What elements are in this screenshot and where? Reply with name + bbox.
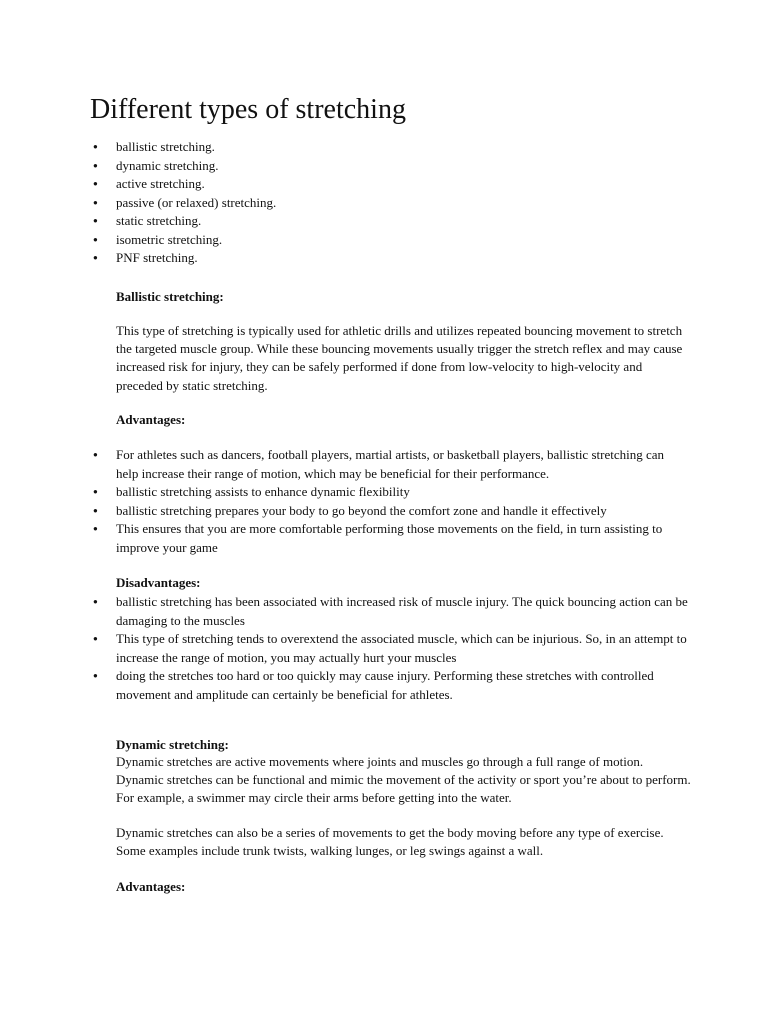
list-item: ● doing the stretches too hard or too quickly may cause injury. Performing these stretches with controlled movement and amplitude can certainly be beneficial for athletes.: [0, 667, 768, 704]
dynamic-paragraph-2: Dynamic stretches can also be a series of movements to get the body moving before any type of exercise. Some examples include trunk twists, walking lunges, or leg swings against a wall.: [116, 825, 664, 859]
list-item: ● For athletes such as dancers, football players, martial artists, or basketball players, ballistic stretching can help increase their range of motion, which may be beneficial for their performance.: [0, 446, 768, 483]
list-item: ● ballistic stretching has been associated with increased risk of muscle injury. The quick bouncing action can be damaging to the muscles: [0, 593, 768, 630]
ballistic-disadvantages-heading: Disadvantages:: [116, 575, 201, 590]
dynamic-heading: Dynamic stretching:: [116, 737, 229, 752]
list-item: ● ballistic stretching.: [0, 138, 768, 157]
list-item: ● static stretching.: [0, 212, 768, 231]
list-item: ● ballistic stretching assists to enhance dynamic flexibility: [0, 483, 768, 502]
list-item: ● ballistic stretching prepares your body to go beyond the comfort zone and handle it effectively: [0, 502, 768, 521]
list-item: ● PNF stretching.: [0, 249, 768, 268]
ballistic-intro-paragraph: This type of stretching is typically used for athletic drills and utilizes repeated bouncing movement to stretch the targeted muscle group. While these bouncing movements usually trigger the stretch reflex and may cause increased risk for injury, they can be safely performed if done from low-velocity to high-velocity and preceded by static stretching.: [116, 323, 683, 393]
ballistic-heading: Ballistic stretching:: [116, 289, 224, 304]
ballistic-advantages-heading: Advantages:: [116, 412, 186, 427]
dynamic-paragraph-1: Dynamic stretches are active movements where joints and muscles go through a full range of motion. Dynamic stretches can be functional and mimic the movement of the activity or sport you’re about to perform. For example, a swimmer may circle their arms before getting into the water.: [116, 754, 691, 806]
ballistic-disadvantages-list: [0, 593, 768, 704]
list-item: ● passive (or relaxed) stretching.: [0, 194, 768, 213]
list-item: ● This type of stretching tends to overextend the associated muscle, which can be injurious. So, in an attempt to increase the range of motion, you may actually hurt your muscles: [0, 630, 768, 667]
list-item: ● This ensures that you are more comfortable performing those movements on the field, in turn assisting to improve your game: [0, 520, 768, 557]
list-item: ● active stretching.: [0, 175, 768, 194]
list-item: ● dynamic stretching.: [0, 157, 768, 176]
list-item: ● isometric stretching.: [0, 231, 768, 250]
stretching-types-list: [0, 138, 768, 268]
dynamic-advantages-heading: Advantages:: [116, 879, 186, 894]
page-title: Different types of stretching: [90, 94, 406, 125]
ballistic-advantages-list: [0, 446, 768, 557]
